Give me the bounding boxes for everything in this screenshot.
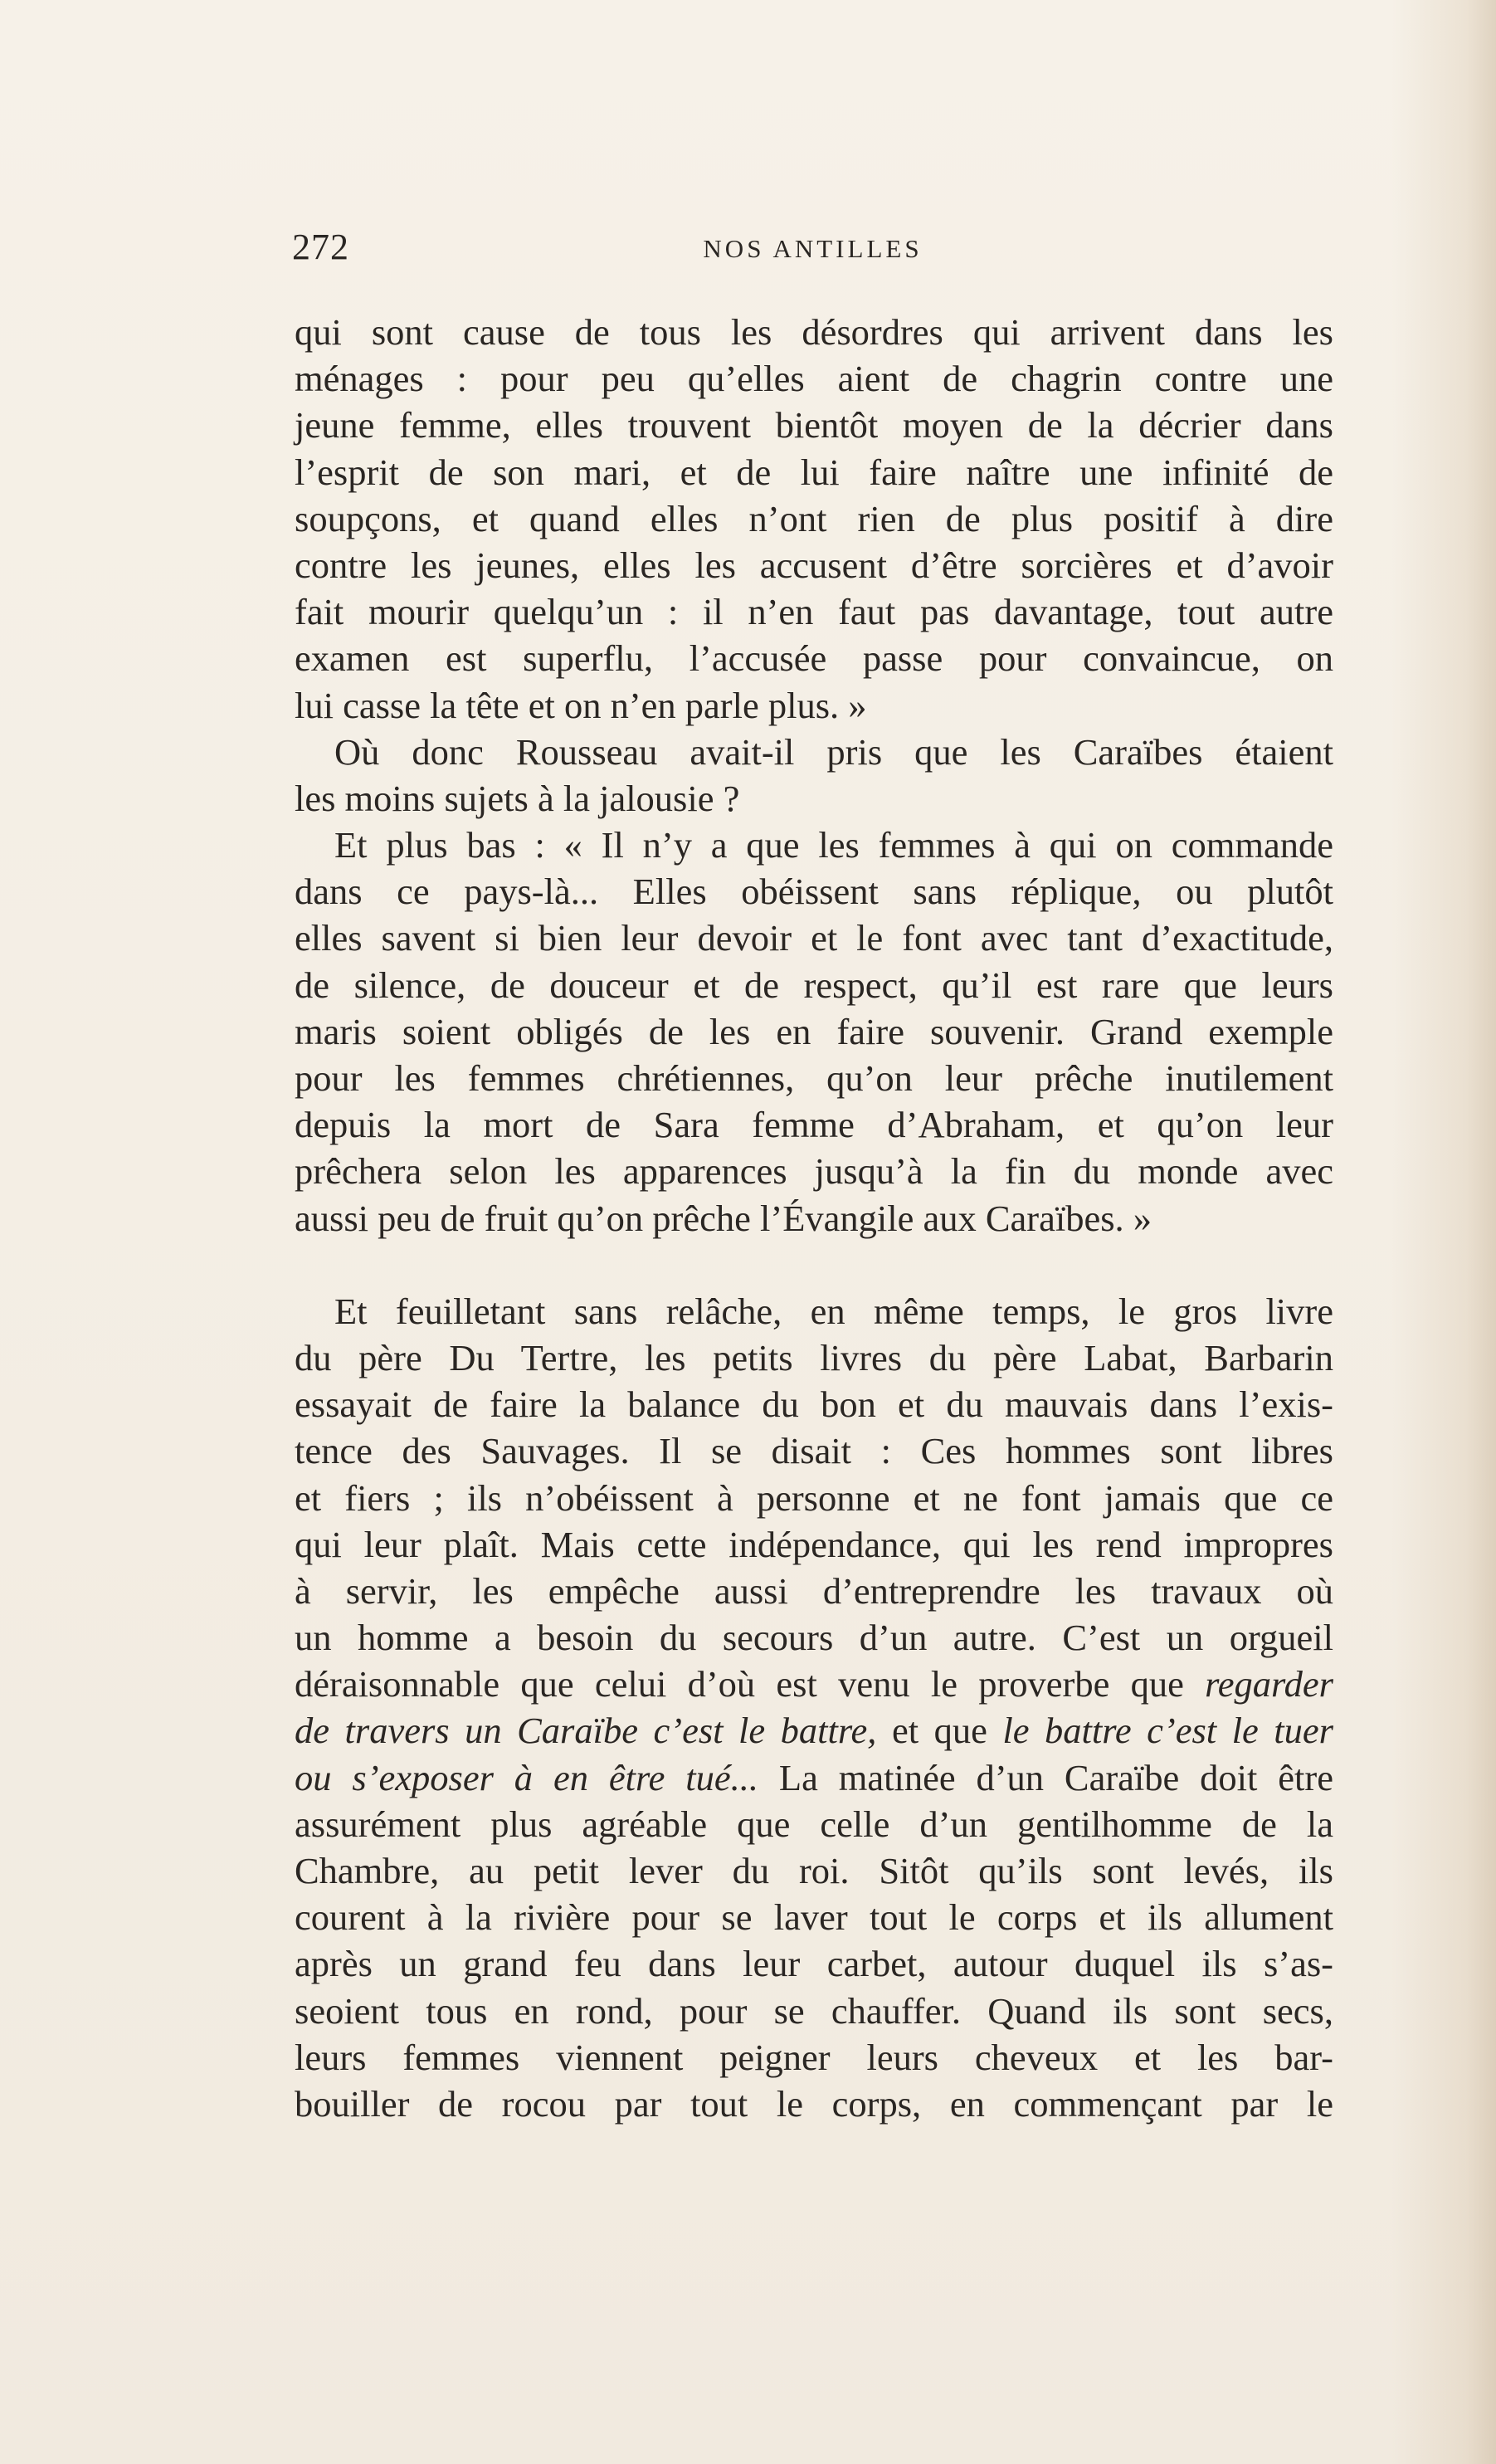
text-run: déraisonnable que celui d’où est venu le proverbe que	[295, 1663, 1206, 1705]
page-body	[295, 309, 1333, 2127]
text-line: Et plus bas : « Il n’y a que les femmes à qui on commande	[334, 824, 1333, 866]
text-line: Et feuilletant sans relâche, en même temps, le gros livre	[334, 1290, 1333, 1332]
text-line: aussi peu de fruit qu’on prêche l’Évangile aux Caraïbes. »	[295, 1197, 1152, 1239]
text-line: lui casse la tête et on n’en parle plus. »	[295, 684, 867, 726]
italic-text: le battre c’est le tuer	[1002, 1710, 1333, 1752]
text-line	[295, 1661, 1333, 1707]
text-line: de silence, de douceur et de respect, qu’il est rare que leurs	[295, 964, 1333, 1006]
text-line: seoient tous en rond, pour se chauffer. Quand ils sont secs,	[295, 1989, 1333, 2032]
page-number: 272	[292, 227, 349, 267]
text-line: les moins sujets à la jalousie ?	[295, 777, 740, 819]
text-run: La matinée d’un Caraïbe doit être	[758, 1756, 1333, 1798]
text-line: du père Du Tertre, les petits livres du père Labat, Barbarin	[295, 1336, 1333, 1378]
text-line: tence des Sauvages. Il se disait : Ces hommes sont libres	[295, 1430, 1333, 1472]
text-line: courent à la rivière pour se laver tout le corps et ils allument	[295, 1896, 1333, 1939]
text-line: contre les jeunes, elles les accusent d’être sorcières et d’avoir	[295, 544, 1333, 586]
page-header	[292, 226, 1333, 276]
italic-text: regarder	[1205, 1663, 1333, 1705]
paragraph-3	[295, 822, 1333, 1242]
text-run: et que	[876, 1710, 1003, 1752]
text-line: essayait de faire la balance du bon et du mauvais dans l’exis-	[295, 1383, 1333, 1426]
paragraph-4	[295, 1288, 1333, 2127]
text-line: depuis la mort de Sara femme d’Abraham, et qu’on leur	[295, 1104, 1333, 1146]
text-line: ménages : pour peu qu’elles aient de chagrin contre une	[295, 358, 1333, 400]
text-line	[295, 1754, 1333, 1801]
text-line: leurs femmes viennent peigner leurs cheveux et les bar-	[295, 2036, 1333, 2078]
text-line: pour les femmes chrétiennes, qu’on leur prêche inutilement	[295, 1057, 1333, 1099]
text-line	[295, 1707, 1333, 1754]
text-line: et fiers ; ils n’obéissent à personne et ne font jamais que ce	[295, 1476, 1333, 1519]
italic-text: ou s’exposer à en être tué...	[295, 1756, 759, 1798]
text-line: assurément plus agréable que celle d’un gentilhomme de la	[295, 1803, 1333, 1845]
text-line: après un grand feu dans leur carbet, autour duquel ils s’as-	[295, 1943, 1333, 1985]
text-line: Où donc Rousseau avait-il pris que les Caraïbes étaient	[334, 730, 1333, 773]
text-line: soupçons, et quand elles n’ont rien de plus positif à dire	[295, 497, 1333, 539]
text-line: bouiller de rocou par tout le corps, en commençant par le	[295, 2082, 1333, 2125]
text-line: prêchera selon les apparences jusqu’à la fin du monde avec	[295, 1150, 1333, 1193]
text-line: jeune femme, elles trouvent bientôt moyen de la décrier dans	[295, 404, 1333, 446]
text-line: Chambre, au petit lever du roi. Sitôt qu’ils sont levés, ils	[295, 1850, 1333, 1891]
text-line: maris soient obligés de les en faire souvenir. Grand exemple	[295, 1010, 1333, 1052]
text-line: dans ce pays-là... Elles obéissent sans réplique, ou plutôt	[295, 871, 1333, 913]
text-line: elles savent si bien leur devoir et le font avec tant d’exactitude,	[295, 917, 1333, 959]
paragraph-1	[295, 309, 1333, 729]
text-line: examen est superflu, l’accusée passe pour convaincue, on	[295, 637, 1333, 680]
text-line: fait mourir quelqu’un : il n’en faut pas davantage, tout autre	[295, 591, 1333, 633]
paragraph-2	[295, 729, 1333, 822]
italic-text: de travers un Caraïbe c’est le battre,	[295, 1710, 877, 1752]
text-line: l’esprit de son mari, et de lui faire naître une infinité de	[295, 451, 1333, 493]
running-title: NOS ANTILLES	[703, 234, 923, 263]
text-line: qui sont cause de tous les désordres qui arrivent dans les	[295, 311, 1333, 353]
text-line: qui leur plaît. Mais cette indépendance, qui les rend impropres	[295, 1523, 1333, 1565]
text-line: un homme a besoin du secours d’un autre. C’est un orgueil	[295, 1617, 1333, 1659]
text-line: à servir, les empêche aussi d’entreprendre les travaux où	[295, 1569, 1333, 1612]
section-break	[295, 1242, 1333, 1288]
